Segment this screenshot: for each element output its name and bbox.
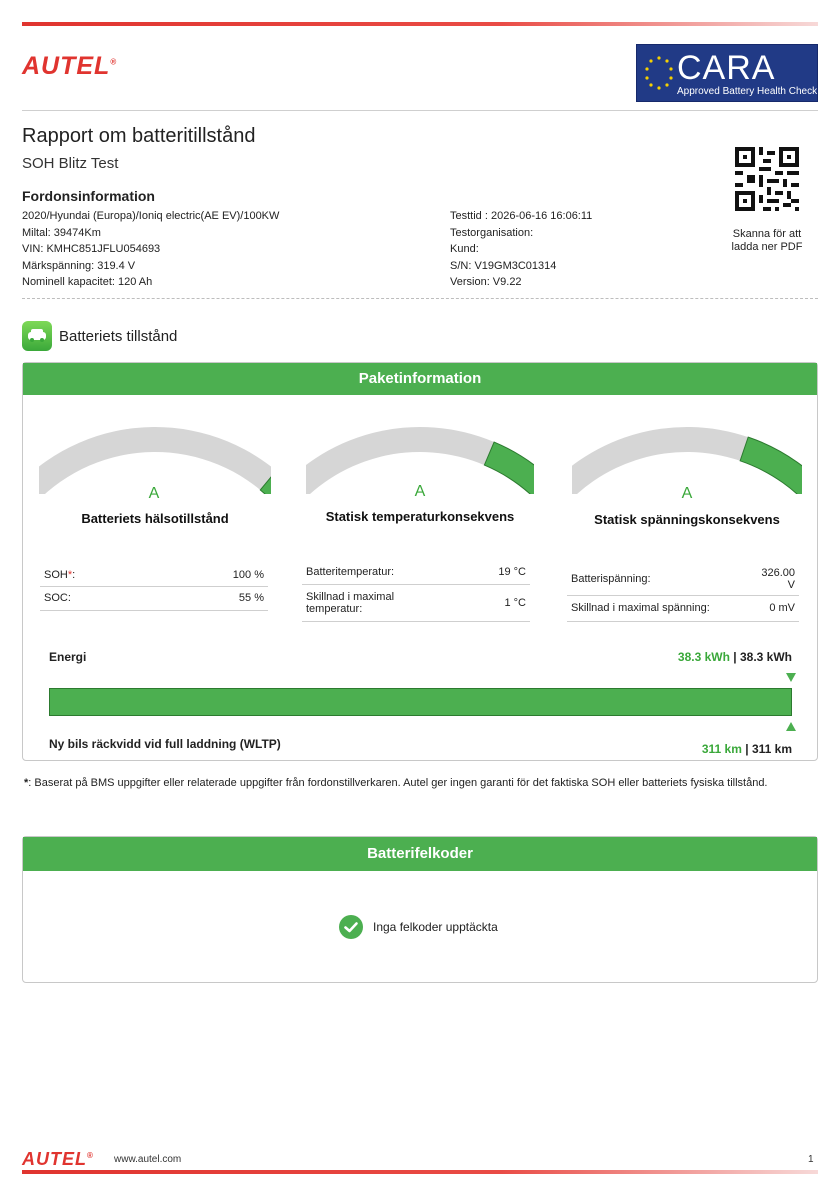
customer: Kund: [450, 243, 479, 255]
report-title: Rapport om batteritillstånd [22, 125, 256, 147]
energy-nominal: 38.3 kWh [739, 650, 792, 664]
qr-code-icon[interactable] [735, 147, 799, 211]
test-organisation: Testorganisation: [450, 226, 534, 239]
energy-marker-top [786, 673, 796, 682]
soh-row [40, 565, 268, 586]
fault-codes-header: Batterifelkoder [23, 837, 817, 871]
temperature-grade: A [414, 483, 426, 500]
top-accent-bar [22, 22, 818, 26]
page-number: 1 [808, 1154, 814, 1165]
pack-info-header: Paketinformation [23, 363, 817, 395]
vehicle-vin: VIN: KMHC851JFLU054693 [22, 243, 161, 255]
range-marker-bottom [786, 722, 796, 731]
energy-separator: | [733, 650, 737, 664]
temperature-diff-value: 1 °C [468, 584, 530, 621]
temperature-diff-label: Skillnad i maximal temperatur: [302, 584, 468, 621]
energy-current: 38.3 kWh [677, 650, 730, 664]
footer-website-link[interactable]: www.autel.com [114, 1154, 182, 1165]
info-divider [22, 298, 818, 299]
soh-gauge [39, 412, 271, 494]
header-divider [22, 110, 818, 111]
voltage-table [567, 563, 799, 622]
vehicle-model: 2020/Hyundai (Europa)/Ioniq electric(AE EV)/100KW [22, 210, 280, 222]
disclaimer-note: *: Baserat på BMS uppgifter eller relaterade uppgifter från fordonstillverkaren. Autel ger ingen garanti för det faktiska SOH eller batteriets fysiska tillstånd. [24, 777, 768, 789]
vehicle-mileage: Miltal: 39474Km [22, 226, 101, 239]
energy-title: Energi [49, 650, 87, 664]
soh-soc-table [40, 565, 268, 611]
battery-temperature-value: 19 °C [468, 560, 530, 584]
soh-gauge-label: Batteriets hälsotillstånd [81, 511, 229, 526]
software-version: Version: V9.22 [450, 276, 522, 288]
report-subtitle: SOH Blitz Test [22, 155, 119, 172]
voltage-gauge-label: Statisk spänningskonsekvens [594, 512, 780, 527]
energy-bar-track [49, 688, 792, 716]
vehicle-rated-voltage: Märkspänning: 319.4 V [22, 259, 136, 272]
soc-row [40, 586, 268, 610]
soh-value: 100 % [154, 565, 268, 586]
range-separator: | [745, 742, 749, 756]
soh-grade: A [148, 485, 160, 502]
test-time: Testtid : 2026-06-16 16:06:11 [450, 210, 593, 222]
voltage-diff-row [567, 595, 799, 621]
no-fault-codes-message: Inga felkoder upptäckta [373, 920, 498, 934]
cara-subtitle: Approved Battery Health Check [677, 86, 818, 97]
check-circle-icon [339, 915, 363, 939]
gauge-track-segment [572, 427, 748, 494]
soc-value: 55 % [154, 586, 268, 610]
battery-temperature-row [302, 560, 530, 584]
voltage-gauge [572, 412, 802, 494]
battery-car-icon [22, 321, 52, 351]
energy-bar-fill [50, 689, 791, 715]
battery-voltage-value: 326.00 V [748, 563, 799, 595]
eu-stars-icon [643, 53, 675, 93]
autel-logo: AUTEL® [22, 52, 118, 80]
gauge-fill-segment [484, 442, 534, 494]
battery-section-title: Batteriets tillstånd [59, 328, 178, 345]
cara-badge [636, 44, 818, 102]
voltage-diff-label: Skillnad i maximal spänning: [567, 595, 748, 621]
battery-temperature-label: Batteritemperatur: [302, 560, 468, 584]
serial-number: S/N: V19GM3C01314 [450, 259, 557, 272]
gauge-track-segment [39, 427, 271, 494]
qr-caption-line-1: Skanna för att [732, 228, 802, 240]
bottom-accent-bar [22, 1170, 818, 1174]
range-title: Ny bils räckvidd vid full laddning (WLTP) [49, 737, 281, 751]
fault-codes-panel [22, 836, 818, 983]
qr-caption-line-2: ladda ner PDF [731, 241, 803, 253]
vehicle-info-left [22, 208, 279, 291]
temperature-table [302, 560, 530, 622]
soh-label: SOH*: [40, 565, 154, 586]
temperature-diff-row [302, 584, 530, 621]
footer-autel-logo: AUTEL® [22, 1149, 94, 1169]
vehicle-nominal-capacity: Nominell kapacitet: 120 Ah [22, 276, 153, 288]
energy-values [560, 650, 792, 664]
cara-title: CARA [677, 49, 776, 87]
voltage-diff-value: 0 mV [748, 595, 799, 621]
range-nominal: 311 km [751, 742, 792, 756]
battery-voltage-row [567, 563, 799, 595]
vehicle-info-right [450, 208, 592, 291]
temperature-gauge [306, 412, 534, 494]
soc-label: SOC: [40, 586, 154, 610]
battery-voltage-label: Batterispänning: [567, 563, 748, 595]
range-current: 311 km [701, 742, 742, 756]
gauge-fill-segment [740, 437, 802, 494]
qr-caption [712, 228, 822, 254]
vehicle-info-heading: Fordonsinformation [22, 188, 155, 204]
range-values [560, 742, 792, 756]
temperature-gauge-label: Statisk temperaturkonsekvens [325, 509, 515, 524]
voltage-grade: A [681, 485, 693, 502]
